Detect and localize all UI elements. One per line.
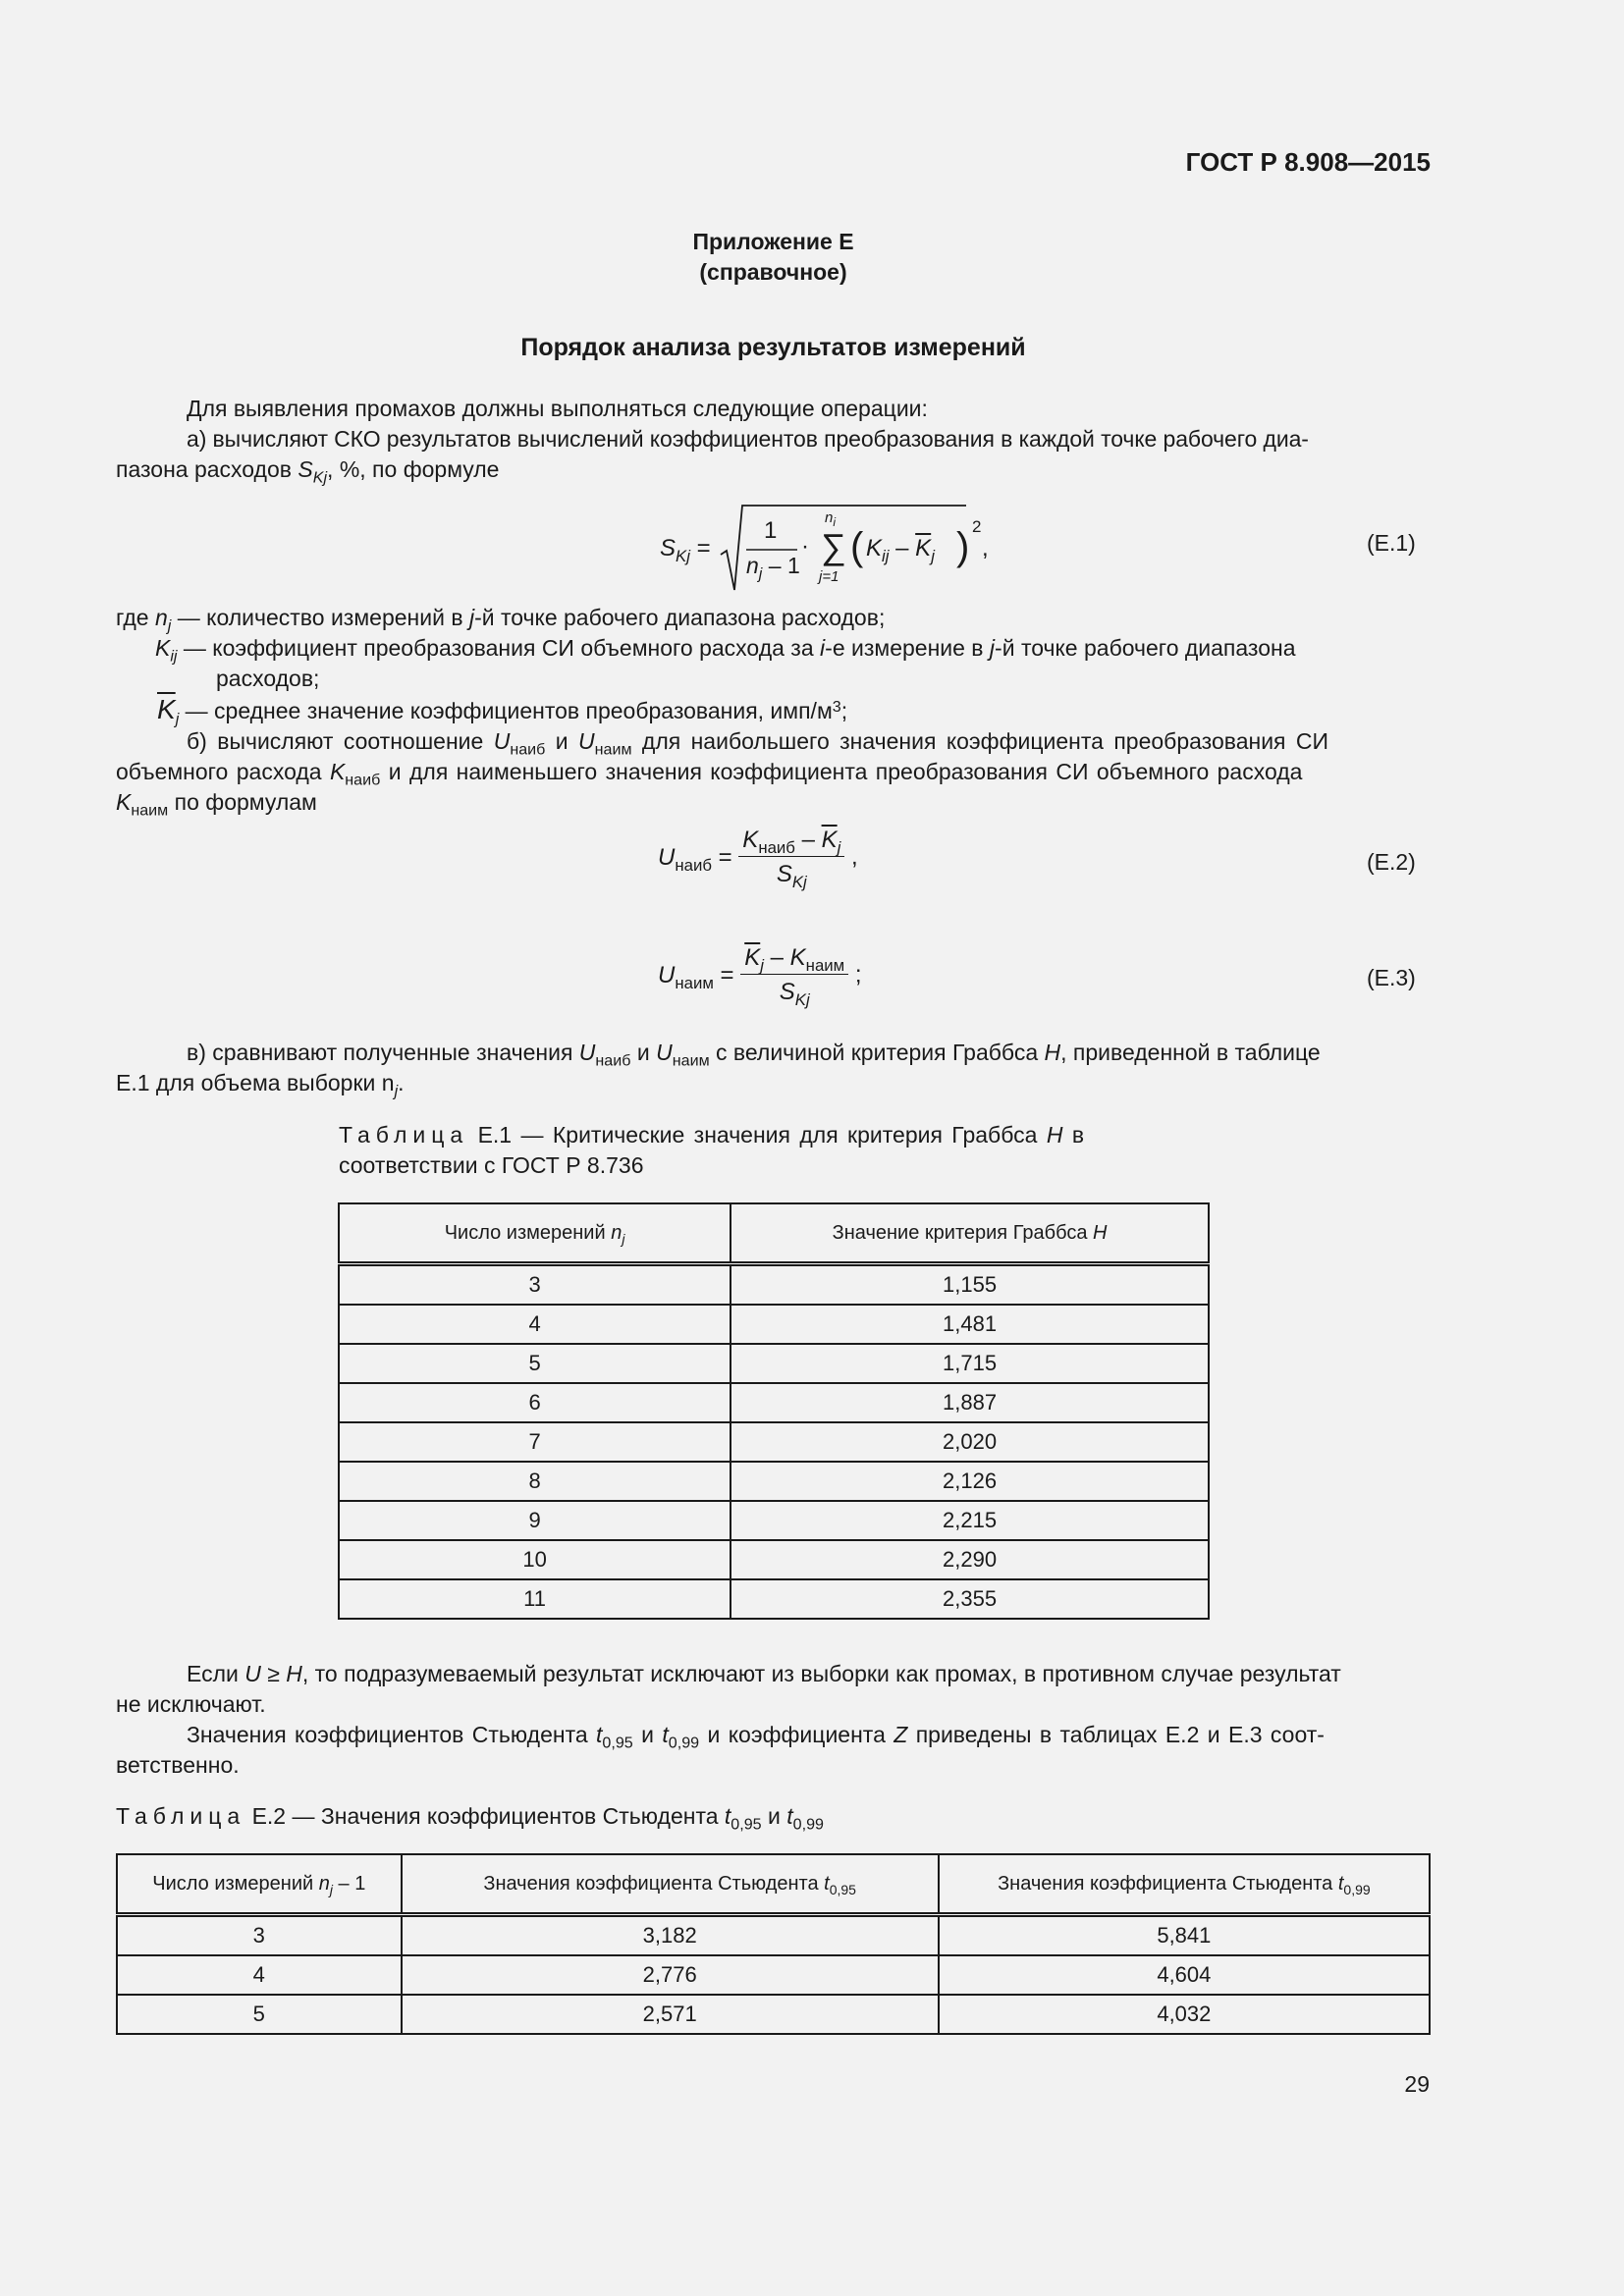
item-v-line2: Е.1 для объема выборки $n_j$. [116,1070,405,1100]
table2-header-row [117,1854,1430,1915]
table-row [339,1579,1209,1619]
table-row [339,1383,1209,1422]
table2-caption: Таблица Е.2 — Значения коэффициентов Стьюдента $t_{0,95}$ и $t_{0,99}$ [116,1803,824,1834]
intro-block [116,394,1431,485]
outlier-rule-line1: Если U ≥ H, то подразумеваемый результат исключают из выборки как промах, в противном случае результат [187,1661,1341,1686]
student-line1: Значения коэффициентов Стьюдента $t_{0,95}$ и $t_{0,99}$ и коэффициента Z приведены в таблицах Е.2 и Е.3 соот- [187,1722,1325,1752]
item-a-line1: а) вычисляют СКО результатов вычислений коэффициентов преобразования в каждой точке рабочего диа- [187,426,1309,452]
table-row [339,1422,1209,1462]
table-row [339,1305,1209,1344]
table-cell: 2,126 [731,1462,1209,1501]
table1-caption-line1: Таблица Е.1 — Критические значения для критерия Граббса H в [339,1122,1085,1148]
equation-e1-label: (Е.1) [1367,530,1416,556]
table-cell: 1,715 [731,1344,1209,1383]
table2-col-count: Число измерений $n_j - 1$ [117,1854,402,1915]
table-cell: 3 [117,1915,402,1956]
equation-e2-label: (Е.2) [1367,849,1416,875]
item-a-line2: пазона расходов $S_{Kj}$, %, по формуле [116,456,500,487]
table-cell: 5,841 [939,1915,1430,1956]
after-table1-block [116,1659,1431,1781]
table-row [339,1462,1209,1501]
table2-col-t095: Значения коэффициента Стьюдента $t_{0,95}$ [402,1854,939,1915]
table-cell: 8 [339,1462,731,1501]
table-cell: 2,290 [731,1540,1209,1579]
where-k-cont: расходов; [216,666,320,691]
where-kbar: $\overline{K}_j$ — среднее значение коэффициентов преобразования, имп/$м^3$; [157,694,848,728]
document-standard-number: ГОСТ Р 8.908—2015 [1185,147,1431,177]
table-row [339,1344,1209,1383]
appendix-name: Приложение Е [692,229,854,254]
table-cell: 9 [339,1501,731,1540]
table1-caption-line2: соответствии с ГОСТ Р 8.736 [339,1152,644,1178]
table-cell: 2,571 [402,1995,939,2034]
page-number: 29 [1404,2071,1430,2097]
item-b-line1: б) вычисляют соотношение $U_{наиб}$ и $U_{наим}$ для наибольшего значения коэффициента преобразования СИ [187,728,1329,759]
table-row [117,1915,1430,1956]
table-cell: 6 [339,1383,731,1422]
equation-e2: $U_{наиб}$ = $\frac{K_{наиб} - \overline{K}_j}{S_{Kj}}$ , [658,827,858,891]
table1-col-grubbs: Значение критерия Граббса H [731,1203,1209,1264]
table-cell: 1,887 [731,1383,1209,1422]
equation-e1: $S_{Kj}$ = 1 $n_j - 1$ · ∑ $n_i$ j=1 ( $K_{ij} - \overline{K}_j$ ) 2 , [660,504,994,592]
table-cell: 2,020 [731,1422,1209,1462]
table-cell: 3 [339,1264,731,1306]
table-cell: 1,481 [731,1305,1209,1344]
student-line2: ветственно. [116,1752,240,1778]
table-row [117,1955,1430,1995]
item-v-block [116,1038,1431,1098]
table-cell: 4 [117,1955,402,1995]
equation-e3: $U_{наим}$ = $\frac{\overline{K}_j - K_{наим}}{S_{Kj}}$ ; [658,944,862,1009]
table-cell: 2,776 [402,1955,939,1995]
table-row [339,1540,1209,1579]
appendix-title [116,227,1431,288]
table-row [339,1501,1209,1540]
table2 [116,1853,1431,2035]
equation-e3-fraction: $\frac{\overline{K}_j - K_{наим}}{S_{Kj}}$ [740,944,848,1006]
table1 [338,1202,1210,1620]
table-cell: 5 [339,1344,731,1383]
table1-caption [339,1120,1209,1181]
table-cell: 4,032 [939,1995,1430,2034]
where-k: $K_{ij}$ — коэффициент преобразования СИ объемного расхода за i-е измерение в j-й точке рабочего диапазона [155,635,1296,666]
table1-header-row [339,1203,1209,1264]
table-row [117,1995,1430,2034]
table-cell: 10 [339,1540,731,1579]
equation-e2-fraction: $\frac{K_{наиб} - \overline{K}_j}{S_{Kj}}$ [738,827,844,888]
equation-e3-label: (Е.3) [1367,965,1416,990]
item-b-line3: $K_{наим}$ по формулам [116,789,317,820]
table-cell: 3,182 [402,1915,939,1956]
table-cell: 2,355 [731,1579,1209,1619]
table-cell: 11 [339,1579,731,1619]
table2-col-t099: Значения коэффициента Стьюдента $t_{0,99}$ [939,1854,1430,1915]
outlier-rule-line2: не исключают. [116,1691,266,1717]
table1-col-count: Число измерений $n_j$ [339,1203,731,1264]
table-cell: 7 [339,1422,731,1462]
item-b-line2: объемного расхода $K_{наиб}$ и для наименьшего значения коэффициента преобразования СИ объемного расхода [116,759,1303,789]
appendix-type: (справочное) [699,259,847,285]
item-v-line1: в) сравнивают полученные значения $U_{наиб}$ и $U_{наим}$ с величиной критерия Граббса H, приведенной в таблице [187,1040,1321,1070]
table-cell: 2,215 [731,1501,1209,1540]
intro-paragraph: Для выявления промахов должны выполняться следующие операции: [187,396,928,421]
where-n: где $n_j$ — количество измерений в j-й точке рабочего диапазона расходов; [116,605,886,635]
table-row [339,1264,1209,1306]
section-title: Порядок анализа результатов измерений [520,334,1026,361]
table-cell: 5 [117,1995,402,2034]
table-cell: 4,604 [939,1955,1430,1995]
table-cell: 4 [339,1305,731,1344]
where-block [116,603,1431,818]
table-cell: 1,155 [731,1264,1209,1306]
